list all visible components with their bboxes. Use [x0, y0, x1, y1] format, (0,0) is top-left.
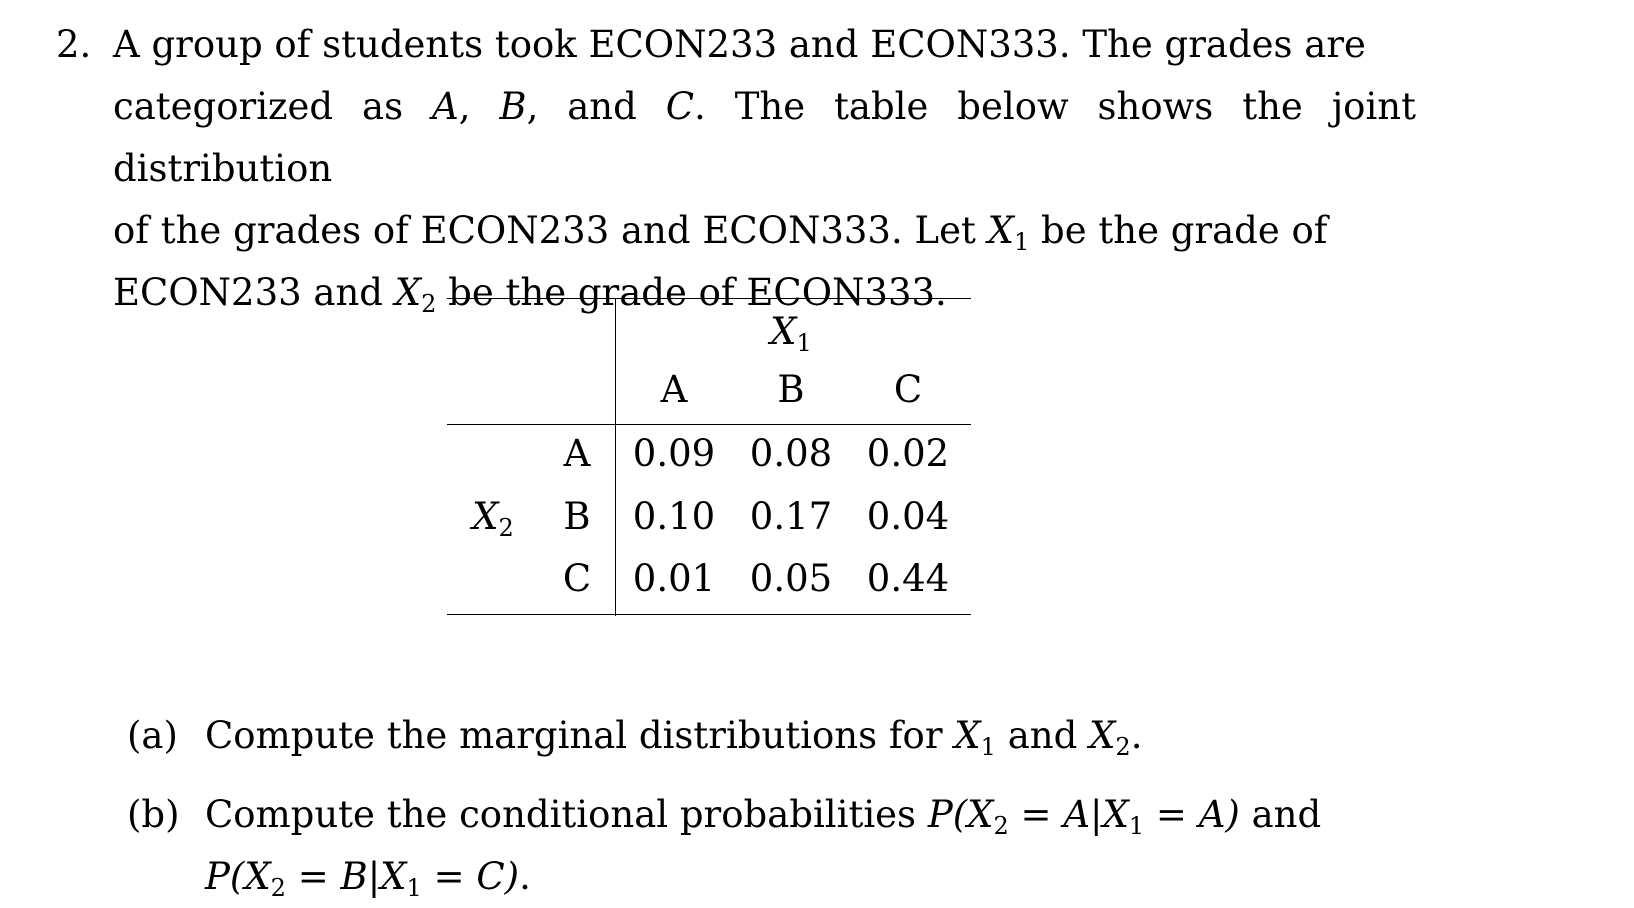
row-header-b: B	[563, 495, 591, 538]
column-header-c: C	[893, 368, 923, 411]
separator: ,	[458, 85, 500, 128]
table-cell: 0.44	[866, 557, 950, 600]
grade-c-symbol: C	[665, 85, 695, 128]
table-bottom-rule	[447, 614, 971, 615]
table-cell: 0.08	[749, 432, 833, 475]
x2-variable: $X_2$	[394, 271, 437, 319]
conditional-probability-2: $P(X_2 = B|X_1 = C)$	[205, 855, 520, 903]
x1-variable: $X_1$	[954, 714, 996, 762]
period: .	[519, 855, 531, 898]
table-cell: 0.04	[866, 495, 950, 538]
table-cell: 0.17	[749, 495, 833, 538]
column-header-a: A	[660, 368, 688, 411]
problem-line-3-post: be the grade of	[1029, 209, 1328, 252]
problem-number: 2.	[56, 23, 92, 66]
row-header-a: A	[563, 432, 591, 475]
joint-distribution-table	[447, 298, 971, 616]
conjunction: , and	[526, 85, 666, 128]
table-cell: 0.01	[632, 557, 716, 600]
problem-text	[113, 14, 1416, 324]
part-b	[127, 784, 1417, 908]
table-vertical-rule	[615, 298, 616, 616]
problem-line-3-pre: of the grades of ECON233 and ECON333. Let	[113, 209, 988, 252]
problem-line-2-pre: categorized as	[113, 85, 432, 128]
part-b-prompt: Compute the conditional probabilities	[205, 793, 928, 836]
conjunction: and	[995, 714, 1090, 757]
problem-line-4-post: be the grade of ECON333.	[436, 271, 947, 314]
part-a-text	[205, 705, 1417, 767]
problem-line-4-pre: ECON233 and	[113, 271, 395, 314]
table-cell: 0.02	[866, 432, 950, 475]
x2-variable: $X_2$	[1089, 714, 1131, 762]
problem-line-2-post: . The table below shows the joint distribution	[113, 85, 1416, 190]
conditional-probability-1: $P(X_2 = A|X_1 = A)$	[927, 793, 1240, 841]
problem-statement	[56, 14, 1416, 324]
x1-column-header: $X_1$	[770, 310, 812, 358]
part-a-label: (a)	[127, 714, 178, 757]
part-b-text	[205, 784, 1417, 908]
row-header-c: C	[562, 557, 592, 600]
part-b-label: (b)	[127, 793, 180, 836]
x1-variable: $X_1$	[987, 209, 1030, 257]
table-top-rule	[447, 298, 971, 299]
column-header-b: B	[777, 368, 805, 411]
period: .	[1130, 714, 1143, 757]
problem-line-1: A group of students took ECON233 and ECON333. The grades are	[113, 23, 1366, 66]
table-cell: 0.05	[749, 557, 833, 600]
table-cell: 0.09	[632, 432, 716, 475]
x2-row-header: $X_2$	[472, 495, 514, 543]
part-a	[127, 705, 1417, 767]
conjunction: and	[1239, 793, 1322, 836]
part-a-prompt: Compute the marginal distributions for	[205, 714, 955, 757]
grade-a-symbol: A	[431, 85, 459, 128]
table-header-rule	[447, 424, 971, 425]
table-cell: 0.10	[632, 495, 716, 538]
grade-b-symbol: B	[499, 85, 527, 128]
